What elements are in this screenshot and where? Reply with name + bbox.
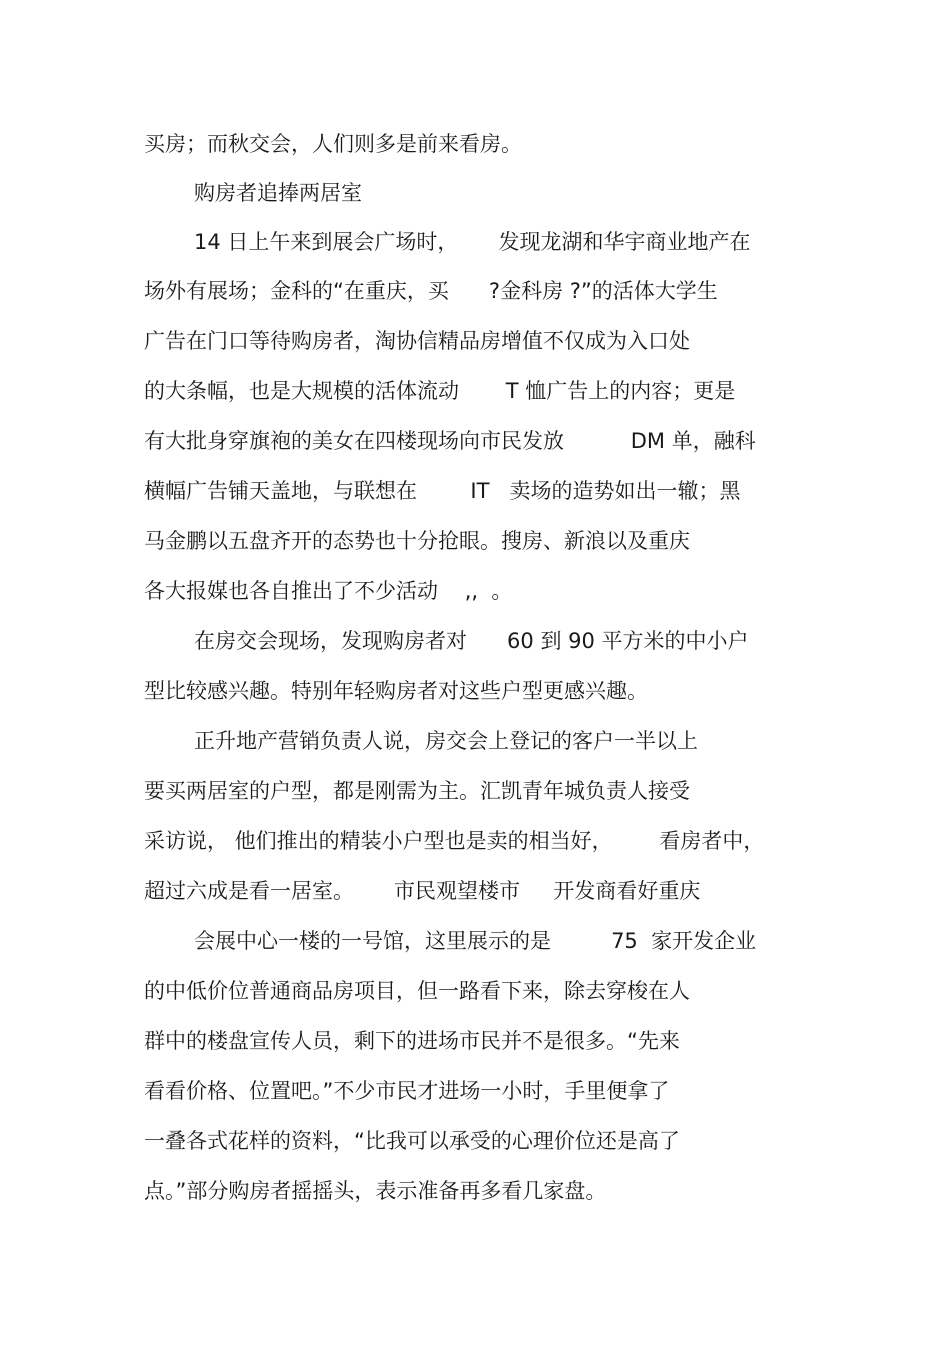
text-line: 有大批身穿旗袍的美女在四楼现场向市民发放 DM 单，融科	[144, 429, 756, 453]
text-line: 马金鹏以五盘齐开的态势也十分抢眼。搜房、新浪以及重庆	[144, 529, 690, 553]
text-line: 的中低价位普通商品房项目，但一路看下来，除去穿梭在人	[144, 979, 690, 1003]
text-line: 正升地产营销负责人说，房交会上登记的客户一半以上	[194, 729, 698, 753]
text-line: 买房；而秋交会，人们则多是前来看房。	[144, 132, 522, 156]
text-line: 看看价格、位置吧。”不少市民才进场一小时，手里便拿了	[144, 1079, 670, 1103]
text-line: 各大报媒也各自推出了不少活动 ,, 。	[144, 579, 513, 603]
text-line: 超过六成是看一居室。 市民观望楼市 开发商看好重庆	[144, 879, 701, 903]
section-heading: 购房者追捧两居室	[194, 181, 362, 205]
text-line: 横幅广告铺天盖地，与联想在 IT 卖场的造势如出一辙；黑	[144, 479, 741, 503]
text-line: 会展中心一楼的一号馆，这里展示的是 75 家开发企业	[194, 929, 757, 953]
text-line: 要买两居室的户型，都是刚需为主。汇凯青年城负责人接受	[144, 779, 690, 803]
text-line: 14 日上午来到展会广场时， 发现龙湖和华宇商业地产在	[194, 230, 751, 254]
text-line: 点。”部分购房者摇摇头，表示准备再多看几家盘。	[144, 1179, 607, 1203]
text-line: 广告在门口等待购房者，淘协信精品房增值不仅成为入口处	[144, 329, 690, 353]
text-line: 在房交会现场，发现购房者对 60 到 90 平方米的中小户	[194, 629, 749, 653]
text-line: 一叠各式花样的资料，“比我可以承受的心理价位还是高了	[144, 1129, 680, 1153]
text-line: 型比较感兴趣。特别年轻购房者对这些户型更感兴趣。	[144, 679, 648, 703]
text-line: 的大条幅，也是大规模的活体流动 T 恤广告上的内容；更是	[144, 379, 736, 403]
text-line: 采访说， 他们推出的精装小户型也是卖的相当好， 看房者中，	[144, 829, 765, 853]
text-line: 场外有展场；金科的“在重庆，买 ?金科房 ?”的活体大学生	[144, 279, 718, 303]
text-line: 群中的楼盘宣传人员，剩下的进场市民并不是很多。“先来	[144, 1029, 680, 1053]
